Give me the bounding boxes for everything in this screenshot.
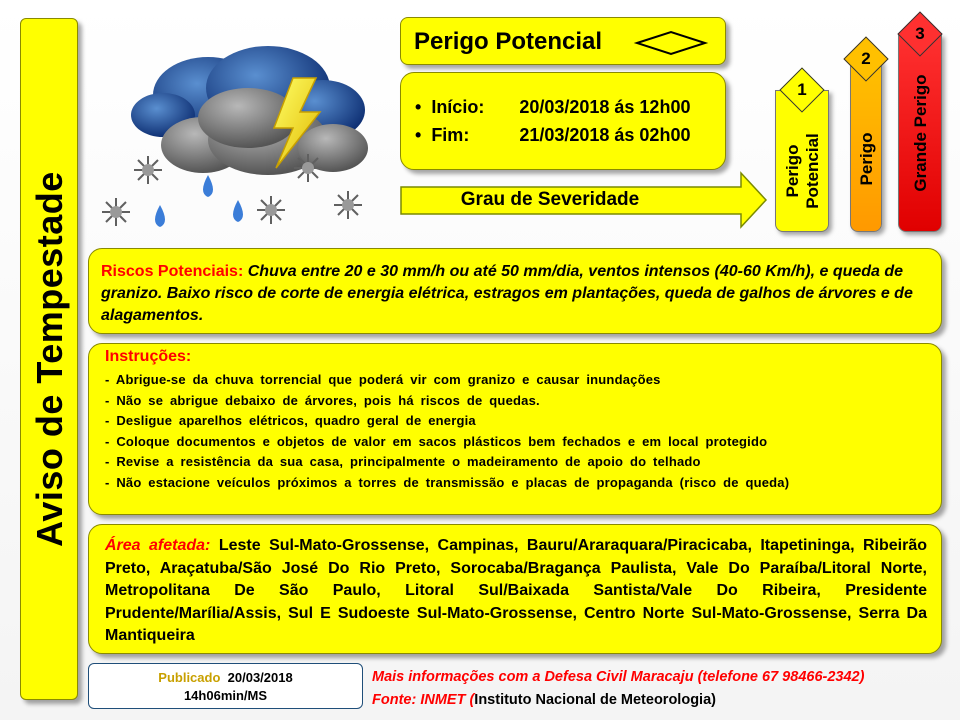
list-item: - Não estacione veículos próximos a torres de transmissão e placas de propaganda (risco de queda) bbox=[105, 474, 790, 490]
severity-level-1-line2: Potencial bbox=[803, 133, 822, 209]
severity-level-2 bbox=[850, 60, 882, 232]
raindrop-icon bbox=[155, 175, 243, 227]
risks-box bbox=[88, 248, 942, 334]
affected-area-label: Área afetada: bbox=[105, 537, 211, 554]
instructions-list bbox=[105, 370, 905, 493]
published-date: 20/03/2018 bbox=[227, 670, 293, 685]
header-box bbox=[400, 17, 726, 65]
affected-area-body: Leste Sul-Mato-Grossense, Campinas, Bauru/Araraquara/Piracicaba, Itapetininga, Ribeirão Preto, Araçatuba/São José Do Rio Preto, Sorocaba/Bragança Paulista, Vale Do Paraíba/Litoral Norte, Metropolitana De São Paulo, Litoral Sul/Baixada Santista/Vale Do Ribeira, Presidente Prudente/Marília/Assis, Sul E Sudoeste Sul-Mato-Grossense, Centro Norte Sul-Mato-Grossense, Serra Da Mantiqueira bbox=[105, 537, 928, 644]
risks-label: Riscos Potenciais: bbox=[101, 263, 244, 280]
period-box bbox=[400, 72, 726, 170]
source-body: Instituto Nacional de Meteorologia) bbox=[474, 692, 716, 708]
severity-level-1-line1: Perigo bbox=[783, 144, 802, 198]
severity-label: Grau de Severidade bbox=[460, 189, 640, 210]
instructions-box bbox=[88, 343, 942, 515]
period-start: • Início: 20/03/2018 ás 12h00 bbox=[415, 97, 691, 117]
header-title: Perigo Potencial bbox=[414, 28, 603, 55]
more-info-text: Mais informações com a Defesa Civil Maracaju (telefone 67 98466-2342) bbox=[372, 669, 865, 685]
affected-area-text bbox=[105, 535, 927, 648]
period-start-value: 20/03/2018 ás 12h00 bbox=[519, 97, 691, 117]
published-label: Publicado bbox=[158, 670, 221, 685]
diamond-icon bbox=[633, 29, 709, 57]
risks-text bbox=[101, 261, 927, 327]
affected-area-box bbox=[88, 524, 942, 654]
source-text bbox=[372, 692, 716, 708]
source-label: Fonte: INMET ( bbox=[372, 692, 475, 708]
risks-body: Chuva entre 20 e 30 mm/h ou até 50 mm/dia, ventos intensos (40-60 Km/h), e queda de granizo. Baixo risco de corte de energia elétrica, estragos em plantações, queda de galhos de árvores e de alagamentos. bbox=[101, 263, 913, 324]
period-end-value: 21/03/2018 ás 02h00 bbox=[519, 125, 691, 145]
list-item: - Não se abrigue debaixo de árvores, pois há riscos de quedas. bbox=[105, 392, 540, 408]
list-item: - Revise a resistência da sua casa, principalmente o madeiramento de apoio do telhado bbox=[105, 454, 701, 469]
period-end-label: Fim: bbox=[431, 125, 470, 145]
storm-illustration bbox=[88, 40, 388, 240]
severity-level-3-line1: Grande Perigo bbox=[911, 74, 930, 192]
severity-level-2-number: 2 bbox=[861, 49, 871, 68]
list-item: - Abrigue-se da chuva torrencial que poderá vir com granizo e causar inundações bbox=[105, 372, 661, 387]
instructions-title: Instruções: bbox=[105, 348, 192, 365]
severity-level-3 bbox=[898, 34, 942, 232]
list-item: - Desligue aparelhos elétricos, quadro geral de energia bbox=[105, 413, 476, 428]
side-title: Aviso de Tempestade bbox=[29, 171, 70, 547]
storm-cloud-icon bbox=[131, 46, 368, 175]
severity-level-3-number: 3 bbox=[915, 24, 925, 43]
published-line bbox=[89, 670, 362, 685]
side-title-bar bbox=[20, 18, 78, 700]
published-box bbox=[88, 663, 363, 709]
published-time: 14h06min/MS bbox=[183, 688, 268, 703]
severity-level-2-line1: Perigo bbox=[857, 132, 876, 186]
period-end: • Fim: 21/03/2018 ás 02h00 bbox=[415, 125, 691, 145]
severity-level-1-number: 1 bbox=[797, 80, 807, 99]
period-start-label: Início: bbox=[431, 97, 485, 117]
list-item: - Coloque documentos e objetos de valor em sacos plásticos bem fechados e em local protegido bbox=[105, 433, 768, 449]
